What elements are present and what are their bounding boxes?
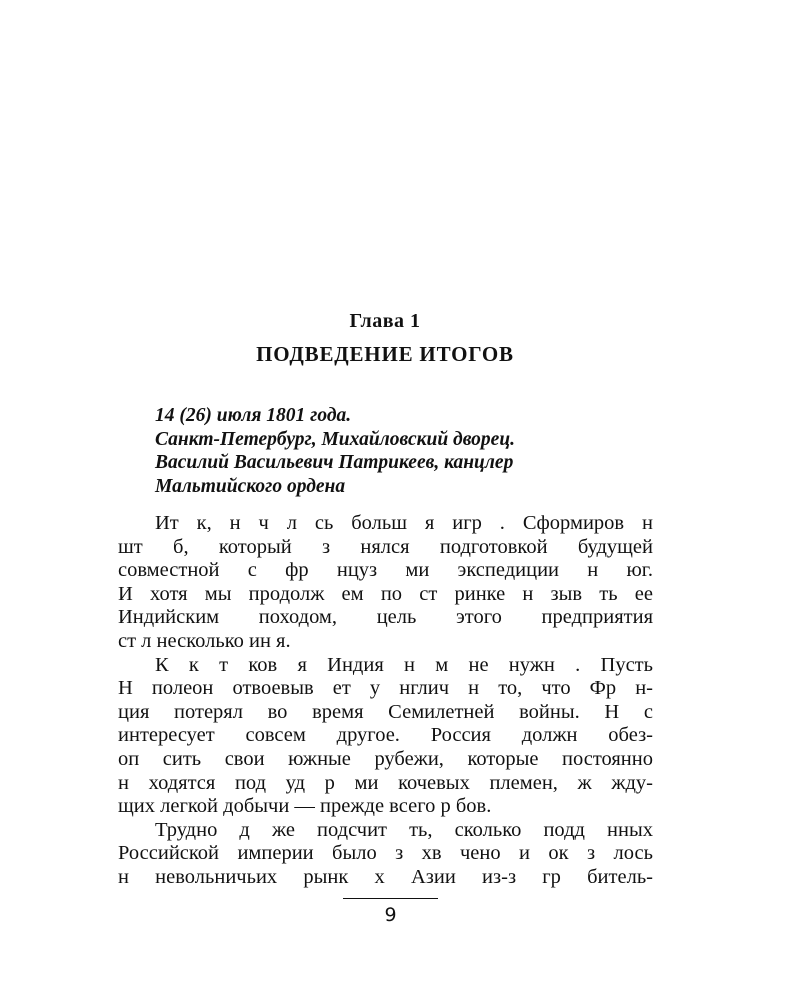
- epigraph-date: 14 (26) июля 1801 года.: [155, 405, 352, 426]
- text-line: совместной с фр нцуз ми экспедиции н юг.: [118, 559, 653, 582]
- chapter-title: ПОДВЕДЕНИЕ ИТОГОВ: [256, 342, 514, 366]
- chapter-label: Глава 1: [349, 310, 421, 332]
- text-line: н ходятся под уд р ми кочевых племен, ж жду-: [118, 771, 653, 794]
- text-line: ст л несколько ин я.: [118, 629, 291, 652]
- text-line: ция потерял во время Семилетней войны. Н с: [118, 700, 653, 723]
- epigraph-place: Санкт-Петербург, Михайловский дворец.: [155, 428, 516, 450]
- text-line: Трудно д же подсчит ть, сколько подд нных: [155, 818, 653, 841]
- epigraph-person-title: Мальтийского ордена: [155, 475, 346, 497]
- text-line: щих легкой добычи — прежде всего р бов.: [118, 795, 492, 818]
- text-line: И хотя мы продолж ем по ст ринке н зыв ть ее: [118, 582, 653, 605]
- text-line: Н полеон отвоевыв ет у нглич н то, что Фр н-: [118, 677, 653, 700]
- text-line: шт б, который з нялся подготовкой будущей: [118, 535, 653, 558]
- text-line: оп сить свои южные рубежи, которые постоянно: [118, 747, 653, 770]
- text-line: н невольничьих рынк х Азии из-з гр битель-: [118, 865, 653, 888]
- epigraph-person: Василий Васильевич Патрикеев, канцлер: [155, 452, 514, 473]
- text-line: К к т ков я Индия н м не нужн . Пусть: [155, 653, 653, 676]
- page-number: 9: [384, 904, 397, 926]
- text-line: интересует совсем другое. Россия должн обез-: [118, 724, 653, 747]
- text-line: Российской империи было з хв чено и ок з лось: [118, 842, 653, 865]
- body-text: [118, 512, 653, 890]
- text-line: Ит к, н ч л сь больш я игр . Сформиров н: [155, 512, 653, 534]
- footer-rule: [343, 898, 438, 899]
- text-line: Индийским походом, цель этого предприятия: [118, 606, 653, 629]
- epigraph: [155, 404, 675, 498]
